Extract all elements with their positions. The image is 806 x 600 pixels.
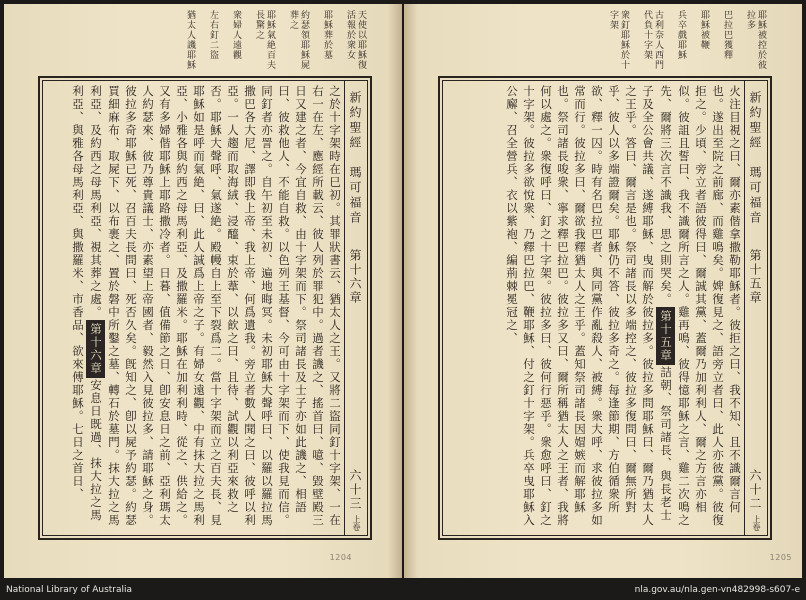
left-page-chapter-body: 安息日既過、抹大拉之馬利亞、與雅各母馬利亞、與撒羅米、市香品、欲來傅耶穌。七日之首日、	[71, 85, 103, 522]
left-volume-mark: 上卷	[352, 515, 361, 531]
left-page-marginal-notes	[46, 10, 366, 74]
left-page-chapter-heading: 第十六章	[86, 320, 105, 378]
left-chapter-label: 第十六章	[348, 249, 362, 305]
right-page-chapter-body: 詰朝、祭司諸長、與長老士子及全公會共議、遂縛耶穌、曳而解於彼拉多。彼拉多問耶穌曰、爾乃猶太人之王乎。答曰、爾言是也。祭司諸長以多端控之、彼拉多復問曰、爾無所對乎、彼人以多端證爾矣。耶穌仍不答、彼拉多奇之。每逢節期、方伯循衆所欲、釋一囚。時有名巴拉巴者、與同黨作亂殺人、被縛。衆大呼、求彼拉多如常而行。彼拉多曰、爾欲我釋猶太人之王乎。蓋知祭司諸長因媢嫉而解耶穌也。祭司諸長唆衆、寧求釋巴拉巴。彼拉多又曰、爾所稱猶太人之王者、我將何以處之。衆復呼曰、釘之十字架。彼拉多曰、彼何行惡乎。衆愈呼曰、釘之十字架。彼拉多欲悅衆、乃釋巴拉巴、鞭耶穌、付之釘十字架。兵卒曳耶穌入公廨、召全營兵、衣以紫袍、編荊棘冕冠之、	[505, 85, 673, 527]
marginal-note: 耶穌被鞭	[699, 10, 709, 50]
right-page	[404, 4, 802, 578]
left-pencil-folio: 1204	[329, 553, 352, 562]
marginal-note: 天使以耶穌復活報於衆女	[345, 10, 366, 70]
marginal-note: 衆婦人遠觀	[231, 10, 241, 60]
right-page-number: 六十二	[748, 469, 762, 511]
left-page-body-text: 之於十字架時在巳初。其罪狀書云、猶太人之王。又將二盜同釘十字架、一在右一在左、應經所載云、彼人列於罪犯中。過者譏之、搖首曰、噫、毀壁殿三日又建之者、今宜自救、由十字架而下。祭司諸長及士子亦如此譏之、相語曰、彼救他人、不能自救。以色列王基督、今可由十字架而下、使我見而信。同釘者亦詈之。自午初至未初、遍地晦冥。未初耶穌大聲呼曰、以羅以羅拉馬撒巴各大尼、譯即我上帝、我上帝、何爲遺我。旁立者數人聞之曰、彼呼以利亞。一人趨而取海絨、浸醯、束於葦、以飮之曰、且待、試觀以利亞來救之否。耶穌大聲呼、氣遂絶。殿幔自上至下裂爲二。當十字架而立之百夫長、見耶穌如是呼而氣絶、曰、此人誠爲上帝之子。有婦女遠觀、中有抹大拉之馬利亞、小雅各與約西之母馬利亞、及撒羅米。耶穌在加利利時、從之、供給之。又有多婦偕耶穌上耶路撒冷者。日暮、值備節之日、卽安息日之前、亞利瑪太人約瑟來、彼乃尊貴議士、亦素望上帝國者、毅然入見彼拉多、請耶穌之身。彼拉多奇耶穌已死、召百夫長問曰、死否久矣。旣知之、卽以屍予約瑟。約瑟買細麻布、取屍下、以布裹之、置於磐中所鑿之墓、轉石於墓門。抹大拉之馬利亞、及約西之母馬利亞、視其葬之處。	[89, 85, 342, 527]
right-page-body-text: 火注目視之曰、爾亦素偕拿撒勒耶穌者。彼拒之曰、我不知、且不識爾言何也。遂出至院之前廊、而雞鳴矣。婢復見之、語旁立者曰、此人亦彼黨。彼復拒之。少頃、旁立者語彼得曰、爾誠其黨、蓋爾乃加利利人、爾之方言亦相似。彼詛且誓曰、我不識爾所言之人。雞再鳴、彼得憶耶穌之言、雞二次鳴之先、爾將三次言不識我、思之則哭矣。	[659, 85, 742, 527]
left-page-gutter-shadow	[388, 4, 402, 578]
right-page-marginal-notes	[466, 10, 766, 74]
right-page-gutter-shadow	[404, 4, 418, 578]
library-footer	[0, 580, 806, 600]
left-page-text-frame	[38, 76, 372, 540]
right-page-body	[447, 85, 743, 531]
left-page-number: 六十三	[348, 469, 362, 511]
marginal-note: 猶太人譏耶穌	[185, 10, 195, 70]
library-credit: National Library of Australia	[6, 585, 133, 595]
left-page-margin-column	[345, 81, 367, 535]
marginal-note: 耶穌氣絶百夫長驚之	[254, 10, 275, 70]
marginal-note: 兵卒戲耶穌	[676, 10, 686, 60]
book-spread	[4, 4, 802, 578]
right-pencil-folio: 1205	[769, 553, 792, 562]
record-identifier: nla.gov.au/nla.gen-vn482998-s607-e	[634, 585, 800, 595]
left-page-body	[47, 85, 343, 531]
left-page	[4, 4, 402, 578]
marginal-note: 巴拉巴獲釋	[722, 10, 732, 60]
marginal-note: 古利奈人西門代負十字架	[642, 10, 663, 70]
right-page-chapter-heading: 第十五章	[656, 307, 675, 365]
right-volume-mark: 上卷	[752, 515, 761, 531]
marginal-note: 約瑟領耶穌屍葬之	[288, 10, 309, 70]
marginal-note: 衆釘耶穌於十字架	[608, 10, 629, 70]
right-running-title: 新約聖經 瑪可福音	[748, 91, 762, 226]
left-running-title: 新約聖經 瑪可福音	[348, 91, 362, 226]
right-chapter-label: 第十五章	[748, 249, 762, 305]
marginal-note: 耶穌葬於墓	[322, 10, 332, 60]
right-page-text-frame	[438, 76, 772, 540]
marginal-note: 左右釘二盜	[208, 10, 218, 60]
right-page-margin-column	[745, 81, 767, 535]
marginal-note: 耶穌被控於彼拉多	[745, 10, 766, 70]
